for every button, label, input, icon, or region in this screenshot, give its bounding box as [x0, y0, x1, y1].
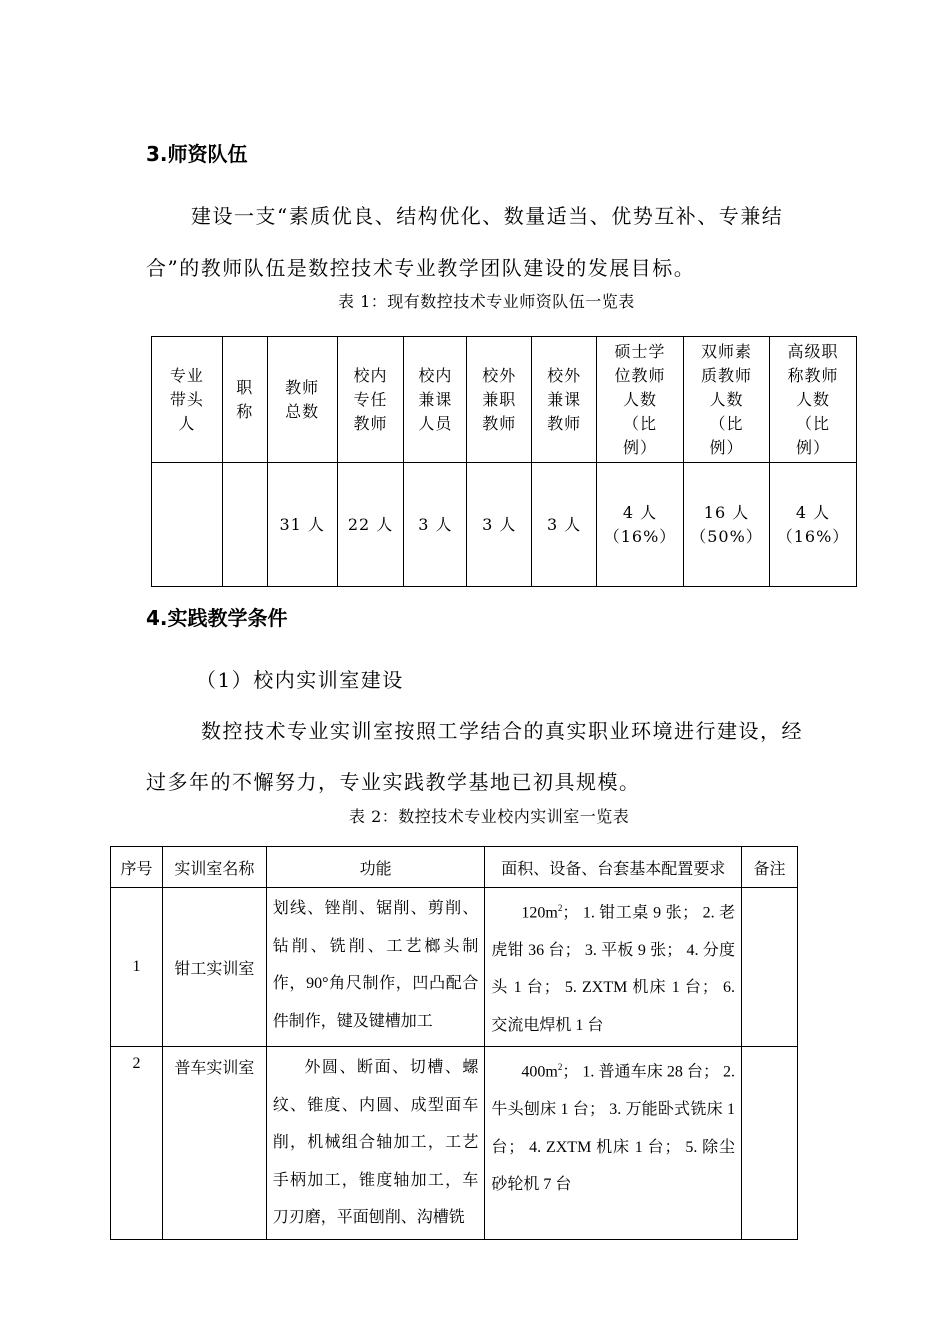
table1-cell: 3 人 — [467, 463, 532, 587]
section-3-paragraph-line2: 合”的教师队伍是数控技术专业教学团队建设的发展目标。 — [146, 256, 696, 280]
section-3-heading: 3.师资队伍 — [146, 142, 248, 166]
table2-header-cell: 备注 — [742, 847, 798, 888]
section-4-paragraph-line1: 数控技术专业实训室按照工学结合的真实职业环境进行建设，经 — [201, 719, 803, 743]
table1-cell — [222, 463, 267, 587]
table1-cell: 4 人 （16%） — [769, 463, 856, 587]
table1-caption: 表 1：现有数控技术专业师资队伍一览表 — [338, 292, 635, 311]
table2-cell-note — [742, 888, 798, 1047]
table1-cell: 22 人 — [337, 463, 404, 587]
area-text: 120m — [521, 904, 558, 922]
table2-caption: 表 2：数控技术专业校内实训室一览表 — [349, 807, 630, 826]
table2-cell-note — [742, 1047, 798, 1240]
table2-header-cell: 面积、设备、台套基本配置要求 — [485, 847, 742, 888]
table1-cell: 31 人 — [267, 463, 337, 587]
table1-header-cell: 校外 兼职 教师 — [467, 337, 532, 463]
section-3-paragraph-line1: 建设一支“素质优良、结构优化、数量适当、优势互补、专兼结 — [191, 204, 784, 228]
table1-header-cell: 双师素 质教师 人数 （比 例） — [684, 337, 770, 463]
section-4-paragraph-line2: 过多年的不懈努力，专业实践教学基地已初具规模。 — [146, 770, 641, 794]
table1-header-cell: 高级职 称教师 人数 （比 例） — [769, 337, 856, 463]
table2-row — [111, 888, 798, 1047]
table1-data-row — [152, 463, 857, 587]
config-text: ； 1. 钳工桌 9 张； 2. 老虎钳 36 台； 3. 平板 9 张； 4. 分度头 1 台； 5. ZXTM 机床 1 台； 6. 交流电焊机 1 台 — [491, 904, 736, 1034]
table1-header-cell: 硕士学 位教师 人数 （比 例） — [597, 337, 684, 463]
table2-header-cell: 功能 — [266, 847, 485, 888]
table2-header-cell: 序号 — [111, 847, 163, 888]
table2-cell-function — [266, 1047, 485, 1240]
table2-header-cell: 实训室名称 — [162, 847, 266, 888]
function-text: 外圆、断面、切槽、螺纹、锥度、内圆、成型面车削，机械组合轴加工，工艺手柄加工，锥度轴加工，车刀刃磨，平面刨削、沟槽铣 — [272, 1059, 479, 1227]
table1-cell: 3 人 — [532, 463, 597, 587]
table1-cell: 3 人 — [404, 463, 467, 587]
training-room-table — [110, 846, 798, 1240]
table1-header-cell: 专业 带头 人 — [152, 337, 223, 463]
table1-header-cell: 教师 总数 — [267, 337, 337, 463]
table2-cell-name: 普车实训室 — [162, 1047, 266, 1240]
faculty-table — [151, 336, 857, 587]
table1-header-cell: 校外 兼课 教师 — [532, 337, 597, 463]
superscript: 2 — [557, 1062, 563, 1073]
section-4-heading: 4.实践教学条件 — [146, 606, 288, 630]
superscript: 2 — [557, 903, 563, 913]
section-4-subheading: （1）校内实训室建设 — [196, 668, 404, 692]
table1-cell: 16 人 （50%） — [684, 463, 770, 587]
table1-header-row — [152, 337, 857, 463]
table1-header-cell: 校内 兼课 人员 — [404, 337, 467, 463]
table2-cell-no: 2 — [111, 1047, 163, 1240]
table2-cell-config — [485, 888, 742, 1047]
table2-cell-config — [485, 1047, 742, 1240]
table2-cell-name: 钳工实训室 — [162, 888, 266, 1047]
area-text: 400m — [521, 1063, 558, 1081]
config-text: ； 1. 普通车床 28 台； 2. 牛头刨床 1 台； 3. 万能卧式铣床 1 台； 4. ZXTM 机床 1 台； 5. 除尘砂轮机 7 台 — [491, 1063, 736, 1194]
table1-cell: 4 人 （16%） — [597, 463, 684, 587]
table1-header-cell: 职 称 — [222, 337, 267, 463]
table2-cell-no: 1 — [111, 888, 163, 1047]
table1-header-cell: 校内 专任 教师 — [337, 337, 404, 463]
table2-row — [111, 1047, 798, 1240]
table1-cell — [152, 463, 223, 587]
table2-cell-function: 划线、锉削、锯削、剪削、钻削、铣削、工艺榔头制作，90°角尺制作，凹凸配合件制作，键及键槽加工 — [266, 888, 485, 1047]
table2-header-row — [111, 847, 798, 888]
